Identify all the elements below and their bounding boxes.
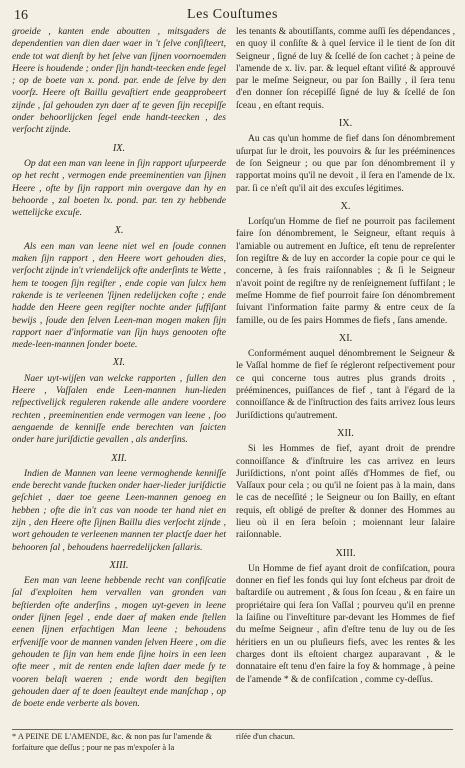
dutch-paragraph-ix: Op dat een man van leene in ſijn rapport uſurpeerde op het recht , vermogen ende preeminentien van ſijnen Heere , ofte by ſijn rapport min overgave dan hy en behoorde , zal boeten lx. pond. par. ten zy hebbende wettelijcke excuſe. bbox=[12, 157, 226, 219]
dutch-paragraph-xi: Naer uyt-wijſen van welcke rapporten , ſullen den Heere , Vaſſalen ende Leen-mannen hun-lieden reſpectivelijck reguleren rakende alle andere voordere rechten , preeminentien ende vermogen van leene , ſoo aengaende de kenniſſe ende berechten van ſaicten onder hare juriſdictie gevallen , als anderſins. bbox=[12, 372, 226, 446]
french-paragraph-xii: Si les Hommes de fief, ayant droit de prendre connoiſſance & d'inſtruire les cas arrivez en leurs Juriſdictions, n'ont point aſſés d'Hommes de fief, ou Vaſſaux pour cela ; ou qu'il ne ſoient pas à la main, dans le cas de neceſſité ; le Seigneur ou ſon Bailly, en eſtant requis, eſt obligé de preſter & donner des Hommes au lieu où il en ſera beſoin ; moiennant leur ſalaire raiſonnable. bbox=[236, 443, 455, 541]
dutch-paragraph-xiii: Een man van leene hebbende recht van confiſcatie ſal d'exploiten hem vervallen van gronden van beſtierden ofte anderſins , mogen uyt-geven in leene onder ſijnen ſegel , ende daer af maken ende ſtellen eenen ſijnen erfachtigen Man leene ; behoudens erfveniſſe voor de mannen vanden ſelven Heere , om die gehouden te ſijn van hem ende ſijne hoirs in een leen ofte meer , mit de renten ende laſten daer mede ſy te vooren belaſt waeren ; ende wordt den begiſten gehouden daer af te doen ſeaulteyt ende manſchap , op de boete ende verberte als boven. bbox=[12, 575, 226, 710]
dutch-heading-xiii: XIII. bbox=[109, 559, 129, 571]
french-heading-xi: XI. bbox=[338, 332, 353, 344]
dutch-paragraph-viii-cont: groeide , kanten ende aboutten , mitsgaders de dependentien van dien daer waer in 't ſelve conſiſteert, ende tot wat dienſt by het ſelve van ſijnen voornoemden Heere is houdende ; onder ſijn handt-teecken ende ſegel ; op de boete van x. pond. par. ende de ſelve by den voorſz. Heere oft Baillu gevaſtiert ende geapprobeert zijnde , ſal gehouden zyn daer af te geven ſijn recepiſſe onder behoorlijcken ſegel ende handt-teecken , des verſocht zijnde. bbox=[12, 26, 226, 136]
french-paragraph-xi: Conformément auquel dénombrement le Seigneur & le Vaſſal homme de fief ſe régleront reſpectivement pour ce qui concerne tous autres plus grands droits , prééminences, puiſſances de fief , tant à l'égard de la connoiſſance & de l'inſtruction des faits arrivez ſous leurs Juriſdictions qu'autrement. bbox=[236, 348, 455, 421]
page-header bbox=[14, 6, 451, 28]
dutch-paragraph-xii: Indien de Mannen van leene vermoghende kenniſſe ende berecht vande ſtucken onder haer-lieder juriſdictie geſchiet , daer toe geene Leen-mannen genoeg en hebben ; ofte die in't cas van noode ter hand niet en zijn , den Heere ofte ſijnen Baillu dies verſocht zijnde , wort gehouden te verleenen mannen ter plactſe daer het behooren ſal , behoudens haerredelijcken ſallaris. bbox=[12, 467, 226, 553]
french-heading-xii: XII. bbox=[337, 427, 354, 439]
dutch-heading-x: X. bbox=[114, 225, 124, 237]
footnote-right: riſée d'un chacun. bbox=[236, 732, 295, 741]
footnote bbox=[12, 729, 453, 752]
french-paragraph-xiii: Un Homme de fief ayant droit de confiſcation, poura donner en fief les fonds qui luy ſont eſcheus par droit de baſtardiſe ou autrement , & ſous ſon ſceau , & en faire un propriétaire qui ſera ſon Vaſſal ; pourveu qu'il en prenne la ſaiſine ou l'inveſtiture par-devant les Hommes de fief du meſme Seigneur , afin d'eſtre tenu de luy ou de ſes héritiers en un ou pluſieurs fiefs, avec les rentes & les charges dont ils eſtoient chargez auparavant , & le donnataire eſt tenu d'en faire la foy & hommage , à peine de l'amende * & de confiſcation , comme cy-deſſus. bbox=[236, 562, 455, 685]
dutch-column bbox=[12, 26, 226, 712]
french-heading-ix: IX. bbox=[338, 118, 353, 130]
french-paragraph-ix: Au cas qu'un homme de fief dans ſon dénombrement uſurpat ſur le droit, les pouvoirs & ſur les prééminences de ſon Seigneur ; ou que par ſon dénombrement il y rapportat moins qu'il ne devoit , il ſera en l'amende de lx. par. ſi ce n'eſt qu'il ait des excuſes légitimes. bbox=[236, 133, 455, 194]
running-title: Les Couſtumes bbox=[187, 7, 278, 22]
dutch-heading-ix: IX. bbox=[112, 142, 126, 154]
french-heading-xiii: XIII. bbox=[335, 547, 356, 559]
page-number: 16 bbox=[14, 8, 28, 23]
footnote-left: * A PEINE DE L'AMENDE, &c. & non pas ſur l'amende & forfaiture que deſſus ; pour ne pas m'expoſer à la bbox=[12, 732, 213, 752]
dutch-paragraph-x: Als een man van leene niet wel en ſoude connen maken ſijn rapport , den Heere wort gehouden dies, verſocht zijnde in't vriendelijck ofte anderſints te Wette , hem te toogen ſijn regiſter , ende copie van ſulcx hem rakende is te verleenen 'ſijnen redelijcken coſte ; ende hadde den Heere geen regiſter nochte ander ſuffiſant bewijs , ſoude den ſelven Leen-man mogen maken ſijn rapport naer d'informatie van ſijn huys genooten ofte mede-leen-mannen ſonder boete. bbox=[12, 240, 226, 351]
dutch-heading-xii: XII. bbox=[111, 452, 127, 464]
dutch-heading-xi: XI. bbox=[112, 357, 126, 369]
french-heading-x: X. bbox=[340, 200, 351, 212]
french-column bbox=[236, 26, 455, 688]
french-paragraph-viii-cont: les tenants & aboutiſſants, comme auſſi ſes dépendances , en quoy il conſiſte & à quel ſervice il le tient de ſon dit Seigneur , ſigné de luy & ſcellé de ſon cachet ; à peine de l'amende de x. liv. par. & lequel eſtant viſité & approuvé par le meſme Seigneur, ou par ſon Bailly , il ſera tenu d'en donner ſon récepiſſé ſigné de luy & ſcellé de ſon ſceau , en eſtant requis. bbox=[236, 26, 455, 111]
french-paragraph-x: Lorſqu'un Homme de fief ne pourroit pas facilement faire ſon dénombrement, le Seigneur, eſtant requis à l'amiable ou autrement en Juſtice, eſt tenu de repreſenter ſon regiſtre & de luy en accorder la copie pour ce qui le concerne, à ſes frais raiſonnables ; & ſi le Seigneur n'avoit point de regiſtre ny de renſeignement ſuffiſant ; le meſme Homme de fief pourroit faire ſon dénombrement ſuivant l'information faite parmy & entre ceux de ſa famille, ou de ſes pairs Hommes de fiefs , ſans amende. bbox=[236, 216, 455, 326]
